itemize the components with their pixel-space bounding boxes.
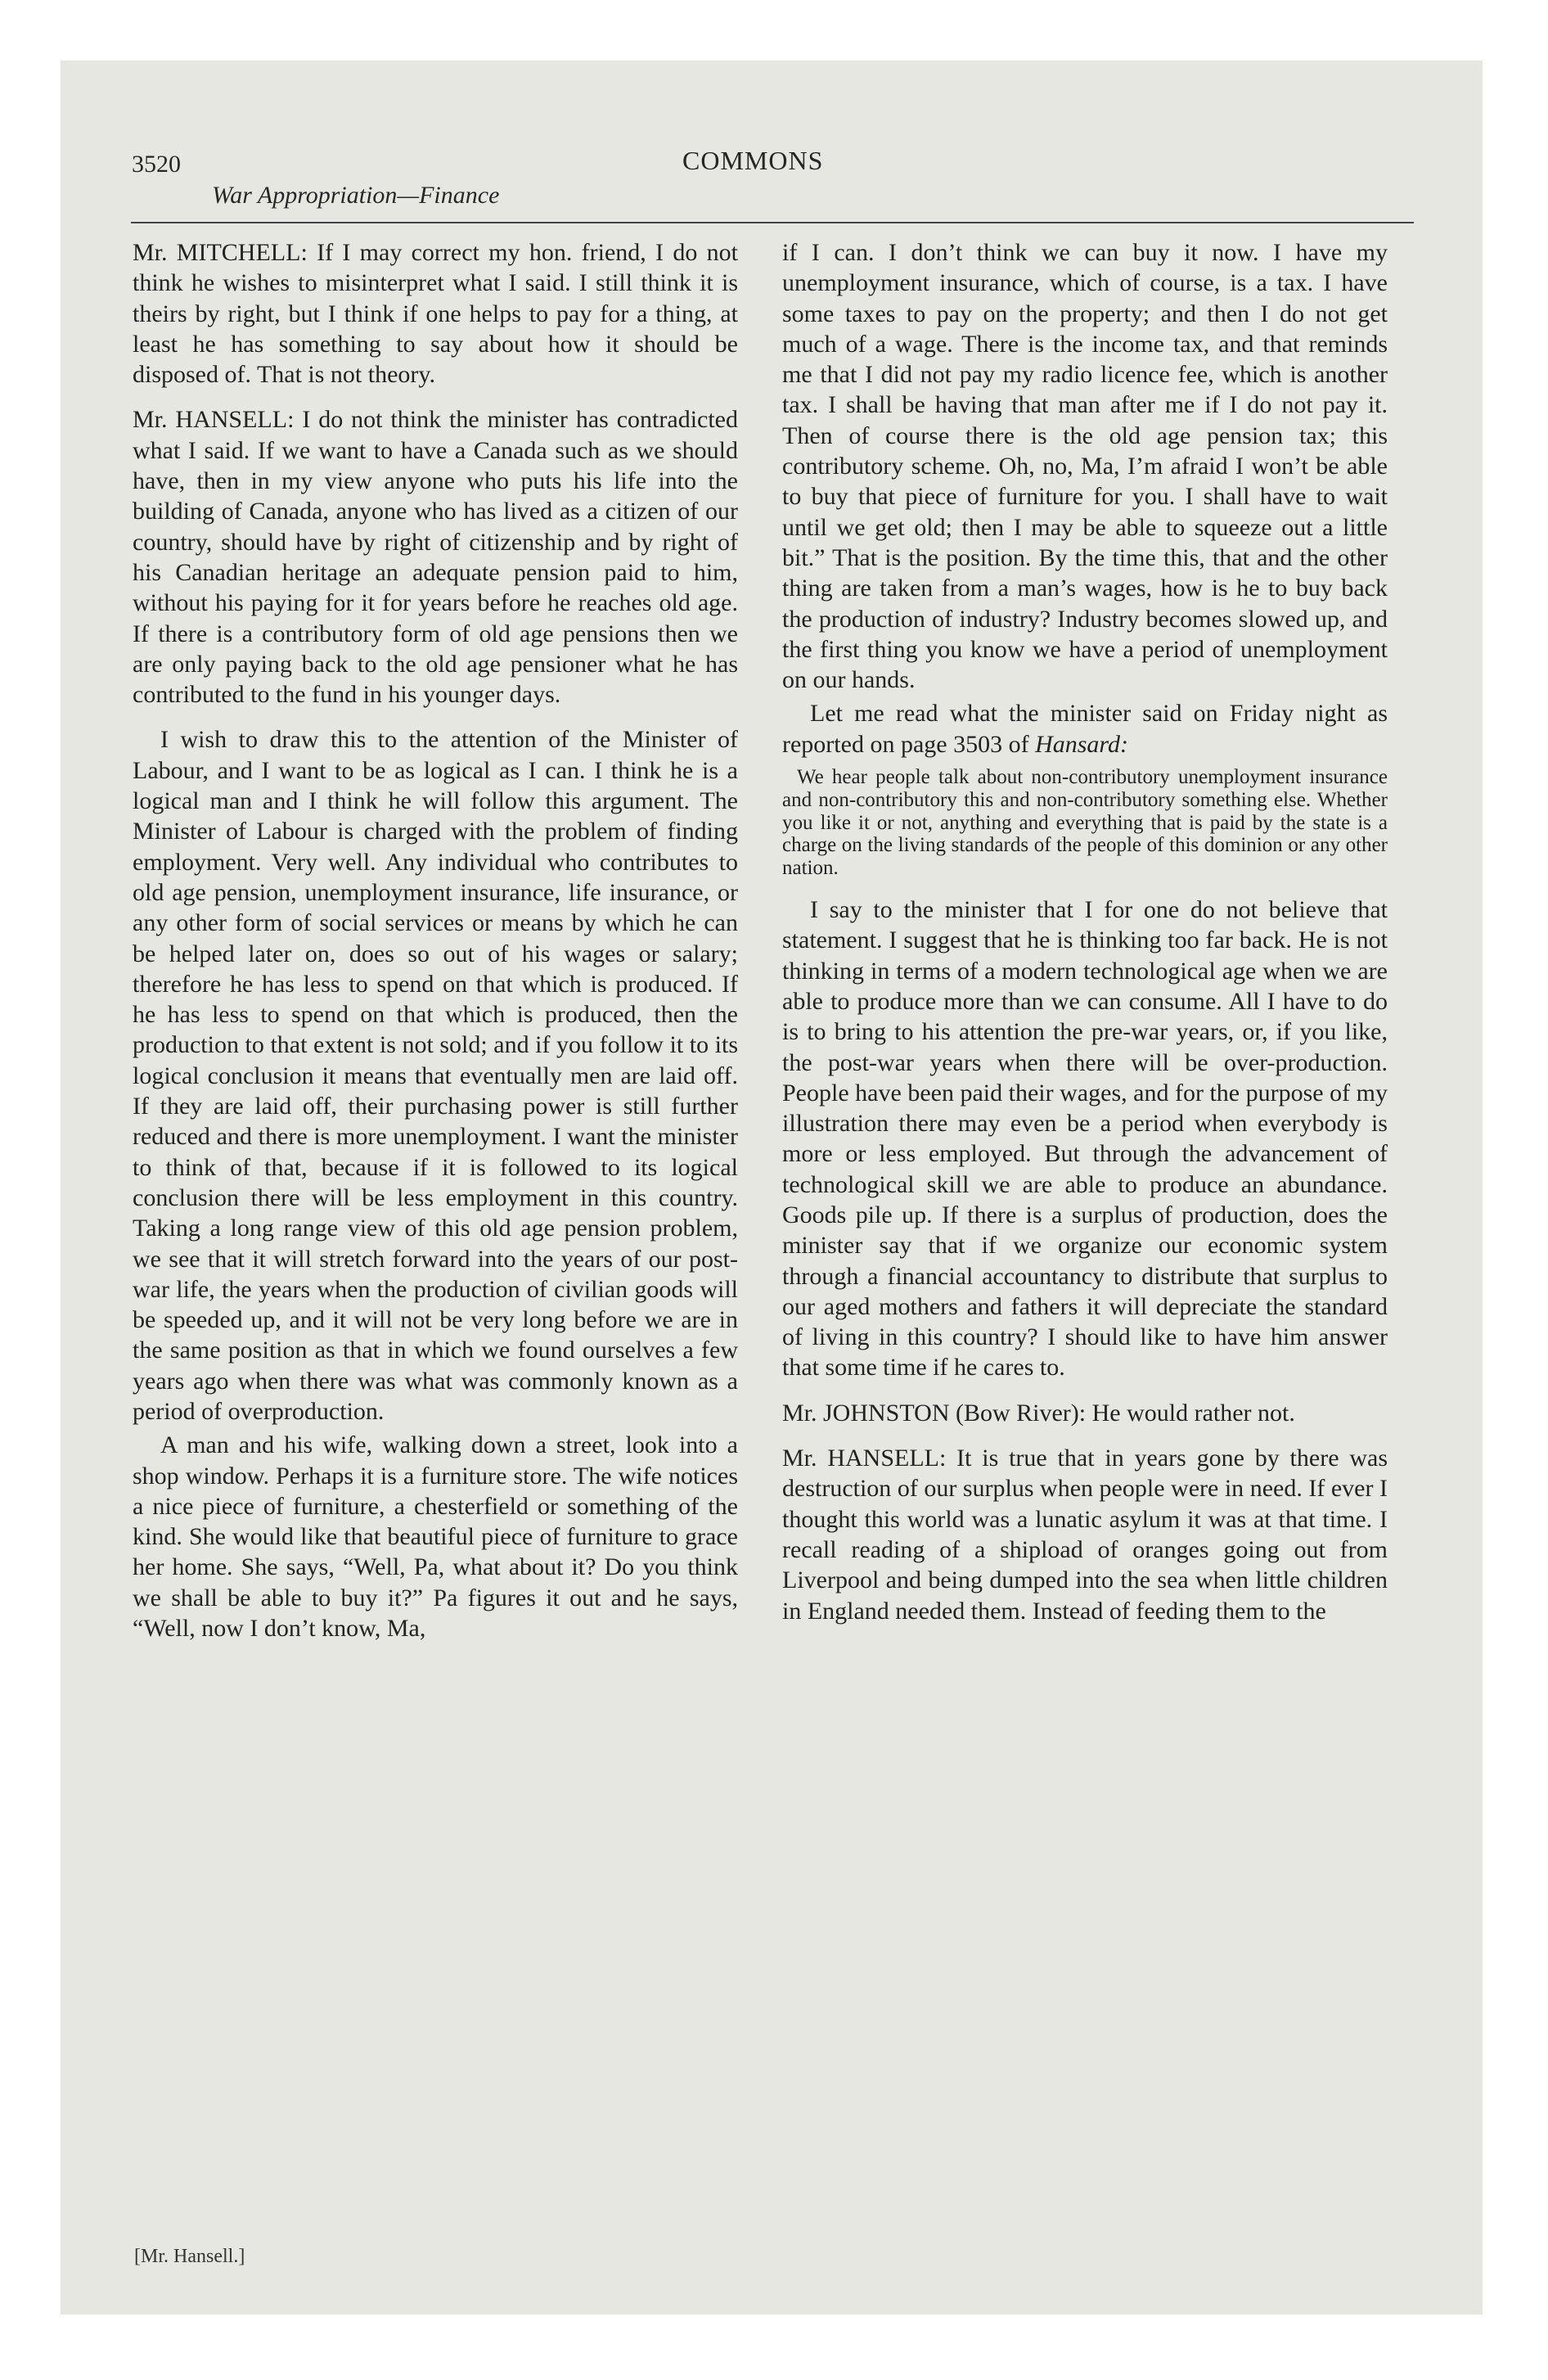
paragraph-continuation: if I can. I don’t think we can buy it now. I have my unemployment insurance, which of course, is a tax. I have some taxes to pay on the property; and then I do not get much of a wage. There is the income tax, and that reminds me that I did not pay my radio licence fee, which is another tax. I shall be having that man after me if I do not pay it. Then of course there is the old age pension tax; this contributory scheme. Oh, no, Ma, I’m afraid I won’t be able to buy that piece of furniture for you. I shall have to wait until we get old; then I may be able to squeeze out a little bit.” That is the position. By the time this, that and the other thing are taken from a man’s wages, how is he to buy back the production of industry? Industry becomes slowed up, and the first thing you know we have a period of unemployment on our hands. <box>782 239 1388 694</box>
paragraph-hansell-reply: I say to the minister that I for one do not believe that statement. I suggest that he is thinking too far back. He is not thinking in terms of a modern technological age when we are able to produce more than we can consume. All I have to do is to bring to his attention the pre-war years, or, if you like, the post-war years when there will be over-production. People have been paid their wages, and for the purpose of my illustration there may even be a period when everybody is more or less employed. But through the advancement of technological skill we are able to produce an abundance. Goods pile up. If there is a surplus of production, does the minister say that if we organize our economic system through a financial accountancy to distribute that surplus to our aged mothers and fathers it will depreciate the standard of living in this country? I should like to have him answer that some time if he cares to. <box>782 896 1388 1382</box>
header-rule <box>131 222 1414 223</box>
left-column <box>133 237 738 1647</box>
paragraph-hansell-2: I wish to draw this to the attention of the Minister of Labour, and I want to be as logical as I can. I think he is a logical man and I think he will follow this argument. The Minister of Labour is charged with the problem of finding employment. Very well. Any individual who contributes to old age pension, unemployment insurance, life insurance, or any other form of social services or means by which he can be helped later on, does so out of his wages or salary; therefore he has less to spend on that which is produced. If he has less to spend on that which is produced, then the production to that extent is not sold; and if you follow it to its logical conclusion it means that eventually men are laid off. If they are laid off, their purchasing power is still further reduced and there is more unemployment. I want the minister to think of that, because if it is followed to its logical conclusion there will be less employment in this country. Taking a long range view of this old age pension problem, we see that it will stretch forward into the years of our post-war life, the years when the production of civilian goods will be speeded up, and it will not be very long before we are in the same position as that in which we found ourselves a few years ago when there was what was commonly known as a period of overproduction. <box>133 726 738 1425</box>
block-quote: We hear people talk about non-contributory unemployment insurance and non-contributory this and non-contributory something else. Whether you like it or not, anything and everything that is paid by the state is a charge on the living standards of the people of this dominion or any other nation. <box>782 766 1388 880</box>
paragraph-hansell-1: Mr. HANSELL: I do not think the minister has contradicted what I said. If we want to have a Canada such as we should have, then in my view anyone who puts his life into the building of Canada, anyone who has lived as a citizen of our country, should have by right of citizenship and by right of his Canadian heritage an adequate pension paid to him, without his paying for it for years before he reaches old age. If there is a contributory form of old age pensions then we are only paying back to the old age pensioner what he has contributed to the fund in his younger days. <box>133 406 738 709</box>
paragraph-mitchell: Mr. MITCHELL: If I may correct my hon. friend, I do not think he wishes to misinterpret what I said. I still think it is theirs by right, but I think if one helps to pay for a thing, at least he has something to say about how it should be disposed of. That is not theory. <box>133 239 738 389</box>
speaker-attribution: [Mr. Hansell.] <box>134 2246 245 2267</box>
paragraph-hansell-final: Mr. HANSELL: It is true that in years gone by there was destruction of our surplus when people were in need. If ever I thought this world was a lunatic asylum it was at that time. I recall reading of a shipload of oranges going out from Liverpool and being dumped into the sea when little children in England needed them. Instead of feeding them to the <box>782 1445 1388 1625</box>
paragraph-read-minister <box>782 698 1388 760</box>
right-column <box>782 237 1388 1641</box>
running-head: War Appropriation—Finance <box>212 182 500 209</box>
read-minister-text: Let me read what the minister said on Friday night as reported on page 3503 of <box>782 700 1388 758</box>
house-title: COMMONS <box>682 146 824 175</box>
page-number: 3520 <box>132 151 181 178</box>
paragraph-johnston: Mr. JOHNSTON (Bow River): He would rather not. <box>782 1399 1295 1427</box>
scanned-page <box>61 61 1483 2315</box>
hansard-reference: Hansard: <box>1035 730 1128 758</box>
paragraph-hansell-3: A man and his wife, walking down a street, look into a shop window. Perhaps it is a furniture store. The wife notices a nice piece of furniture, a chesterfield or something of the kind. She would like that beautiful piece of furniture to grace her home. She says, “Well, Pa, what about it? Do you think we shall be able to buy it?” Pa figures it out and he says, “Well, now I don’t know, Ma, <box>133 1431 738 1643</box>
